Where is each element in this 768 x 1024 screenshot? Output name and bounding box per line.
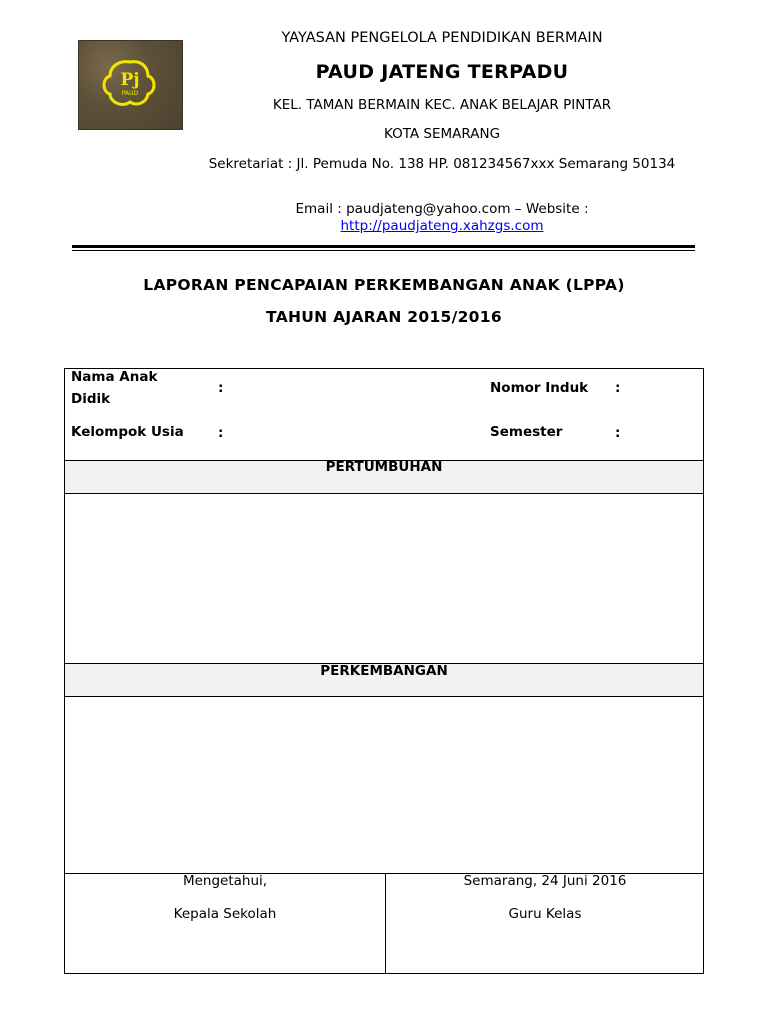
email-line: Email : paudjateng@yahoo.com – Website : [295,201,589,217]
foundation-name: YAYASAN PENGELOLA PENDIDIKAN BERMAIN [281,30,603,46]
website-link[interactable]: http://paudjateng.xahzgs.com [340,218,544,234]
age-group-label: Kelompok Usia [71,424,184,440]
signature-right-line2: Guru Kelas [508,906,582,922]
logo-text: Pj [120,70,140,90]
city-line: KOTA SEMARANG [383,126,501,142]
semester-colon: : [615,425,621,441]
secretariat-line: Sekretariat : Jl. Pemuda No. 138 HP. 081234567xxx Semarang 50134 [208,156,676,172]
student-name-label-line1: Nama Anak [71,369,158,385]
development-section-title: PERKEMBANGAN [320,663,448,679]
student-name-label-line2: Didik [71,391,111,407]
signature-left-line2: Kepala Sekolah [173,906,277,922]
form-divider [65,493,703,494]
student-id-label: Nomor Induk [490,380,589,396]
report-form [64,368,704,974]
age-group-colon: : [218,425,224,441]
logo-subtext: PAUD [121,90,139,97]
address-line: KEL. TAMAN BERMAIN KEC. ANAK BELAJAR PINTAR [272,97,612,113]
logo-emblem-icon [78,40,183,130]
school-name: PAUD JATENG TERPADU [315,61,569,83]
signature-right-line1: Semarang, 24 Juni 2016 [463,873,627,889]
student-id-colon: : [615,380,621,396]
form-divider [65,696,703,697]
academic-year: TAHUN AJARAN 2015/2016 [266,308,502,326]
signature-left-line1: Mengetahui, [182,873,268,889]
student-name-label [71,366,157,410]
growth-section-title: PERTUMBUHAN [325,459,443,475]
report-title: LAPORAN PENCAPAIAN PERKEMBANGAN ANAK (LPPA) [143,276,625,294]
school-logo [78,40,183,130]
student-name-colon: : [218,380,224,396]
contact-block [200,201,684,235]
semester-label: Semester [490,424,563,440]
header-rule-thin [72,250,695,251]
header-rule-thick [72,245,695,248]
